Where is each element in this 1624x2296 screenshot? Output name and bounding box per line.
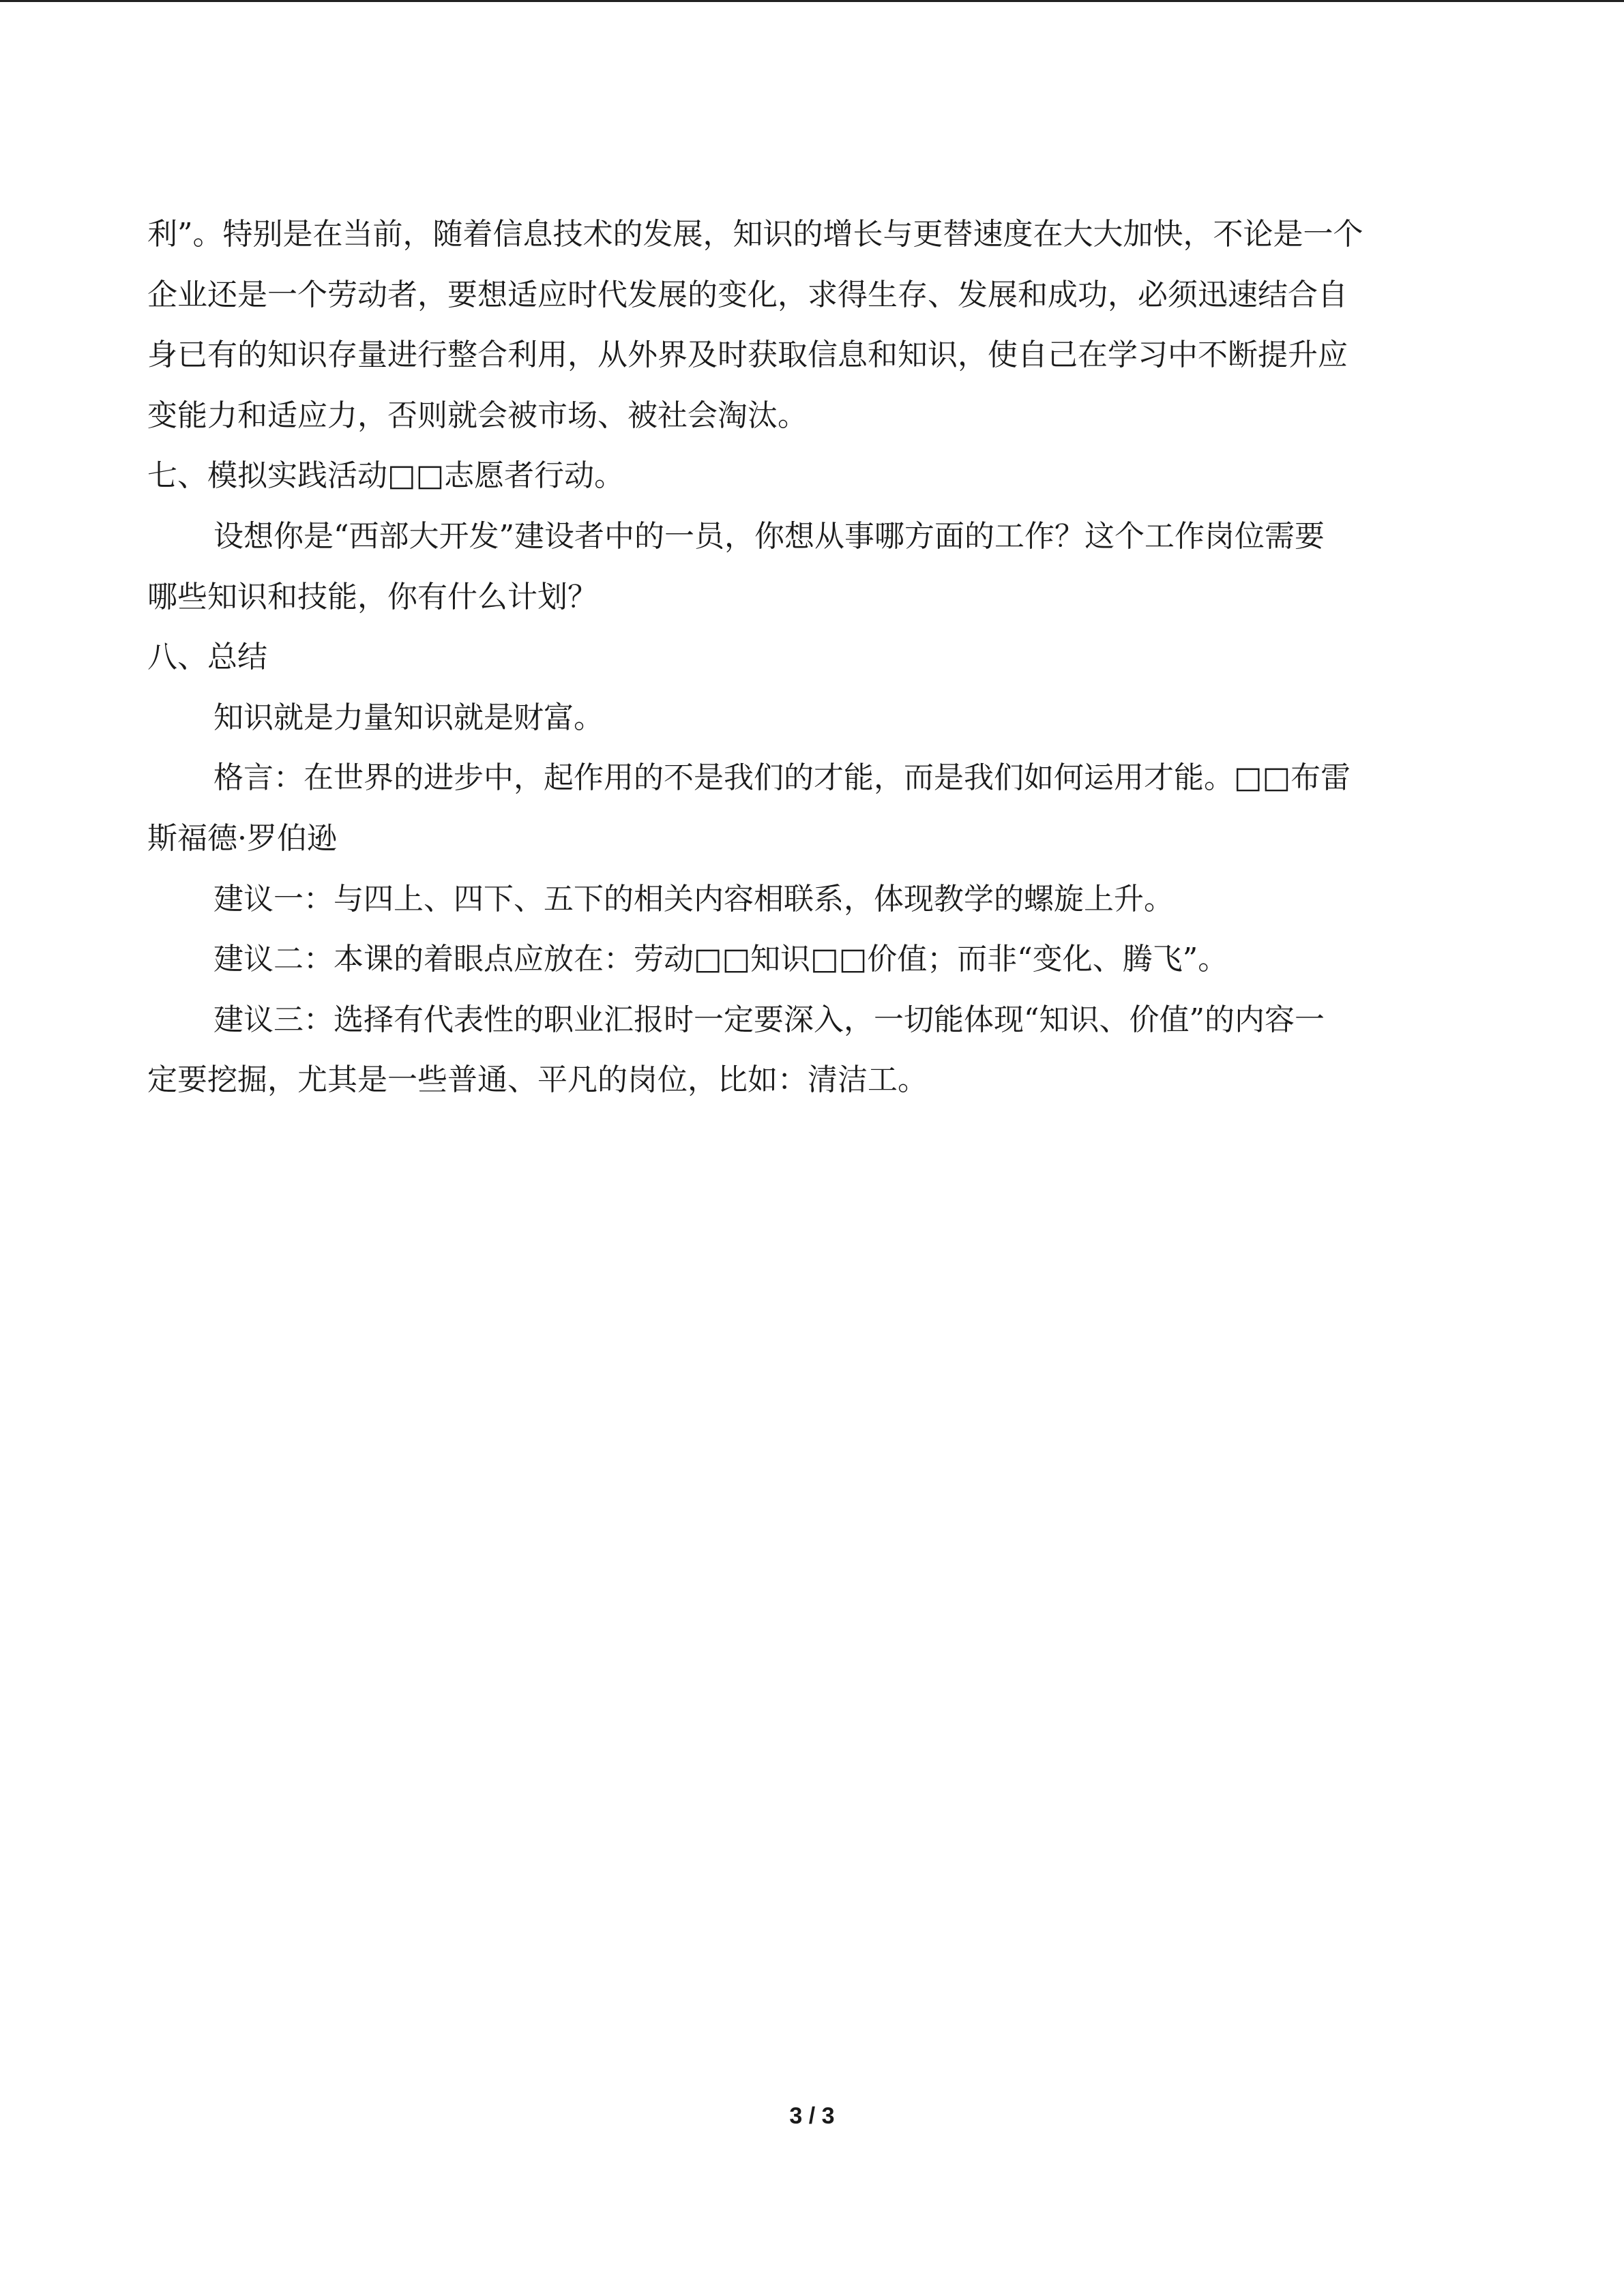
quote-line-1: 格言：在世界的进步中，起作用的不是我们的才能，而是我们如何运用才能。□□布雷 (213, 760, 1351, 796)
section-heading-7: 七、模拟实践活动□□志愿者行动。 (147, 458, 625, 494)
paragraph-line-2: 企业还是一个劳动者，要想适应时代发展的变化，求得生存、发展和成功，必须迅速结合自 (147, 277, 1348, 312)
top-border-rule (0, 0, 1624, 2)
suggestion-two: 建议二：本课的着眼点应放在：劳动□□知识□□价值；而非“变化、腾飞”。 (213, 942, 1228, 977)
document-body (147, 205, 1477, 1111)
paragraph-line-6: 设想你是“西部大开发”建设者中的一员，你想从事哪方面的工作？这个工作岗位需要 (213, 518, 1325, 554)
paragraph-line-3: 身已有的知识存量进行整合利用，从外界及时获取信息和知识，使自己在学习中不断提升应 (147, 338, 1348, 373)
page-number: 3 / 3 (789, 2103, 835, 2129)
paragraph-line-4: 变能力和适应力，否则就会被市场、被社会淘汰。 (147, 398, 808, 433)
suggestion-one: 建议一：与四上、四下、五下的相关内容相联系，体现教学的螺旋上升。 (213, 881, 1174, 916)
paragraph-line-9: 知识就是力量知识就是财富。 (213, 700, 604, 735)
suggestion-three-line-1: 建议三：选择有代表性的职业汇报时一定要深入，一切能体现“知识、价值”的内容一 (213, 1002, 1325, 1037)
paragraph-line-1: 利”。特别是在当前，随着信息技术的发展，知识的增长与更替速度在大大加快，不论是一个 (147, 217, 1363, 252)
paragraph-line-7: 哪些知识和技能，你有什么计划？ (147, 579, 597, 614)
quote-line-2: 斯福德·罗伯逊 (147, 820, 337, 856)
suggestion-three-line-2: 定要挖掘，尤其是一些普通、平凡的岗位，比如：清洁工。 (147, 1062, 928, 1098)
section-heading-8: 八、总结 (147, 640, 267, 675)
